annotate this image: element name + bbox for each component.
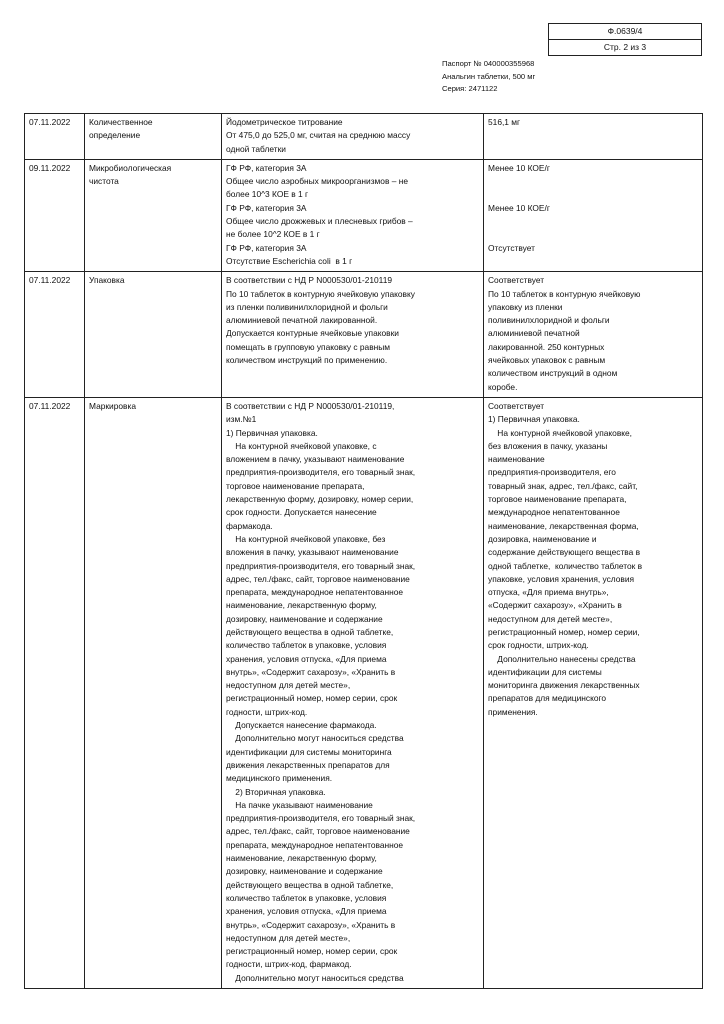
table-row [25,272,703,398]
text-line: 516,1 мг [488,117,521,127]
text-line: Количественное [89,117,153,127]
text-line: недоступном для детей месте», [488,613,613,624]
text-line [488,175,698,188]
text-line: В соответствии с НД Р N000530/01-210119 [226,275,393,286]
text-line: идентификации для системы мониторинга [226,746,392,757]
test-name-cell [85,159,222,271]
text-line: внутрь», «Содержит сахарозу», «Хранить в [226,666,396,677]
product-name: Анальгин таблетки, 500 мг [442,71,536,81]
form-code: Ф.0639/4 [607,26,643,36]
text-line: По 10 таблеток в контурную ячейковую [488,288,641,299]
text-line: более 10^3 КОЕ в 1 г [226,189,309,200]
text-line: предприятия-производителя, его товарный знак, [226,813,416,824]
text-line: алюминиевой печатной [488,328,580,339]
text-line: количеством инструкций в одном [488,368,618,379]
text-line: одной таблетки [226,143,286,154]
text-line: дозировку, наименование и содержание [226,866,383,877]
text-line: лакированной. 250 контурных [488,341,605,352]
text-line: применения. [488,706,538,717]
text-line: действующего вещества в одной таблетке, [226,879,394,890]
text-line: Упаковка [89,275,125,286]
text-line: вложением в пачку, указывают наименование [226,454,405,465]
text-line: Йодометрическое титрование [226,117,343,127]
text-line: упаковке, условия хранения, условия [488,573,635,584]
text-line [488,215,698,228]
result-cell [484,397,703,988]
text-line: Менее 10 КОЕ/г [488,202,550,213]
text-line: лекарственную форму, дозировку, номер серии, [226,494,414,505]
text-line: адрес, тел./факс, сайт, торговое наименование [226,573,410,584]
text-line: 07.11.2022 [29,400,71,411]
table-row [25,397,703,988]
text-line: регистрационный номер, номер серии, срок [226,946,398,957]
text-line: количеством инструкций по применению. [226,355,388,366]
text-line: 2) Вторичная упаковка. [226,786,326,797]
text-line: предприятия-производителя, его товарный знак, [226,560,416,571]
text-line: ячейковых упаковок с равным [488,355,606,366]
requirement-cell [222,272,484,398]
text-line: Общее число дрожжевых и плесневых грибов – [226,216,413,227]
text-line: На пачке указывают наименование [226,799,373,810]
test-name-cell [85,397,222,988]
text-line: медицинского применения. [226,773,333,784]
text-line: торговое наименование препарата, [488,494,627,505]
text-line: По 10 таблеток в контурную ячейковую упаковку [226,288,415,299]
text-line: не более 10^2 КОЕ в 1 г [226,229,320,240]
text-line: На контурной ячейковой упаковке, без [226,533,386,544]
text-line: наименование, лекарственную форму, [226,853,377,864]
text-line: недоступном для детей месте», [226,680,351,691]
text-line: фармакода. [226,520,273,531]
passport-info [442,58,535,96]
text-line: 1) Первичная упаковка. [226,427,318,438]
text-line: На контурной ячейковой упаковке, с [226,440,377,451]
text-line: срок годности, штрих-код. [488,640,589,651]
page-number: Стр. 2 из 3 [549,39,701,55]
table-row [25,159,703,271]
text-line: хранения, условия отпуска, «Для приема [226,906,387,917]
text-line: препарата, международное непатентованное [226,587,404,598]
text-line: торговое наименование препарата, [226,480,365,491]
text-line: наименование, лекарственную форму, [226,600,377,611]
text-line [488,188,698,201]
text-line: препарата, международное непатентованное [226,839,404,850]
test-name-cell [85,114,222,160]
text-line: 09.11.2022 [29,162,71,173]
text-line: годности, штрих-код, фармакод. [226,959,352,970]
text-line: идентификации для системы [488,666,602,677]
text-line: регистрационный номер, номер серии, срок [226,693,398,704]
text-line: ГФ РФ, категория 3А [226,162,307,173]
text-line: Дополнительно могут наноситься средства [226,733,404,744]
text-line: вложения в пачку, указывают наименование [226,547,399,558]
text-line: От 475,0 до 525,0 мг, считая на среднюю массу [226,130,411,141]
text-line: поливинилхлоридной и фольги [488,315,610,326]
text-line: адрес, тел./факс, сайт, торговое наименование [226,826,410,837]
text-line: помещать в групповую упаковку с равным [226,341,391,352]
text-line: одной таблетке, количество таблеток в [488,560,643,571]
text-line: Микробиологическая [89,162,172,173]
text-line: Соответствует [488,400,545,411]
text-line: без вложения в пачку, указаны [488,440,608,451]
text-line: недоступном для детей месте», [226,932,351,943]
text-line: Менее 10 КОЕ/г [488,162,550,173]
text-line: количество таблеток в упаковке, условия [226,892,387,903]
text-line: товарный знак, адрес, тел./факс, сайт, [488,480,638,491]
text-line: На контурной ячейковой упаковке, [488,427,633,438]
text-line: действующего вещества в одной таблетке, [226,626,394,637]
text-line: изм.№1 [226,414,257,425]
result-cell [484,114,703,160]
table-body [25,114,703,989]
text-line: Отсутствие Escherichia coli в 1 г [226,255,353,266]
text-line: Отсутствует [488,242,535,253]
text-line: внутрь», «Содержит сахарозу», «Хранить в [226,919,396,930]
requirement-cell [222,114,484,160]
text-line: срок годности. Допускается нанесение [226,507,377,518]
passport-number: Паспорт № 040000355968 [442,59,535,68]
text-line: чистота [89,176,119,187]
text-line: дозировку, наименование и содержание [226,613,383,624]
text-line: коробе. [488,381,518,392]
text-line: алюминиевой печатной лакированной. [226,315,378,326]
text-line: упаковку из пленки [488,301,563,312]
text-line: количество таблеток в упаковке, условия [226,640,387,651]
text-line: Маркировка [89,400,136,411]
test-date-cell [25,159,85,271]
text-line: международное непатентованное [488,507,620,518]
result-cell [484,159,703,271]
test-date-cell [25,114,85,160]
test-results-table [24,113,703,989]
text-line: препаратов для медицинского [488,693,607,704]
text-line: 1) Первичная упаковка. [488,414,580,425]
text-line: наименование, лекарственная форма, [488,520,639,531]
test-name-cell [85,272,222,398]
text-line: 07.11.2022 [29,117,71,127]
text-line: содержание действующего вещества в [488,547,641,558]
text-line: 07.11.2022 [29,275,71,286]
test-date-cell [25,397,85,988]
text-line: наименование [488,454,545,465]
text-line: предприятия-производителя, его [488,467,616,478]
text-line: Допускается нанесение фармакода. [226,720,377,731]
batch-number: Серия: 2471122 [442,84,498,93]
text-line: определение [89,130,141,141]
text-line: регистрационный номер, номер серии, [488,626,640,637]
text-line [488,228,698,241]
result-cell [484,272,703,398]
text-line: ГФ РФ, категория 3А [226,242,307,253]
text-line: Допускается контурные ячейковые упаковки [226,328,399,339]
text-line: ГФ РФ, категория 3А [226,202,307,213]
text-line: Общее число аэробных микроорганизмов – не [226,176,409,187]
text-line: Соответствует [488,275,545,286]
text-line: годности, штрих-код. [226,706,308,717]
text-line: движения лекарственных препаратов для [226,759,390,770]
text-line: Дополнительно нанесены средства [488,653,636,664]
text-line: мониторинга движения лекарственных [488,680,640,691]
form-code-box [548,23,702,56]
text-line: из пленки поливинилхлоридной и фольги [226,301,388,312]
text-line: дозировка, наименование и [488,533,597,544]
requirement-cell [222,159,484,271]
text-line: Дополнительно могут наноситься средства [226,972,404,983]
text-line: «Содержит сахарозу», «Хранить в [488,600,622,611]
text-line: В соответствии с НД Р N000530/01-210119, [226,400,395,411]
requirement-cell [222,397,484,988]
test-date-cell [25,272,85,398]
text-line: предприятия-производителя, его товарный знак, [226,467,416,478]
text-line: хранения, условия отпуска, «Для приема [226,653,387,664]
text-line: отпуска, «Для приема внутрь», [488,587,609,598]
table-row [25,114,703,160]
